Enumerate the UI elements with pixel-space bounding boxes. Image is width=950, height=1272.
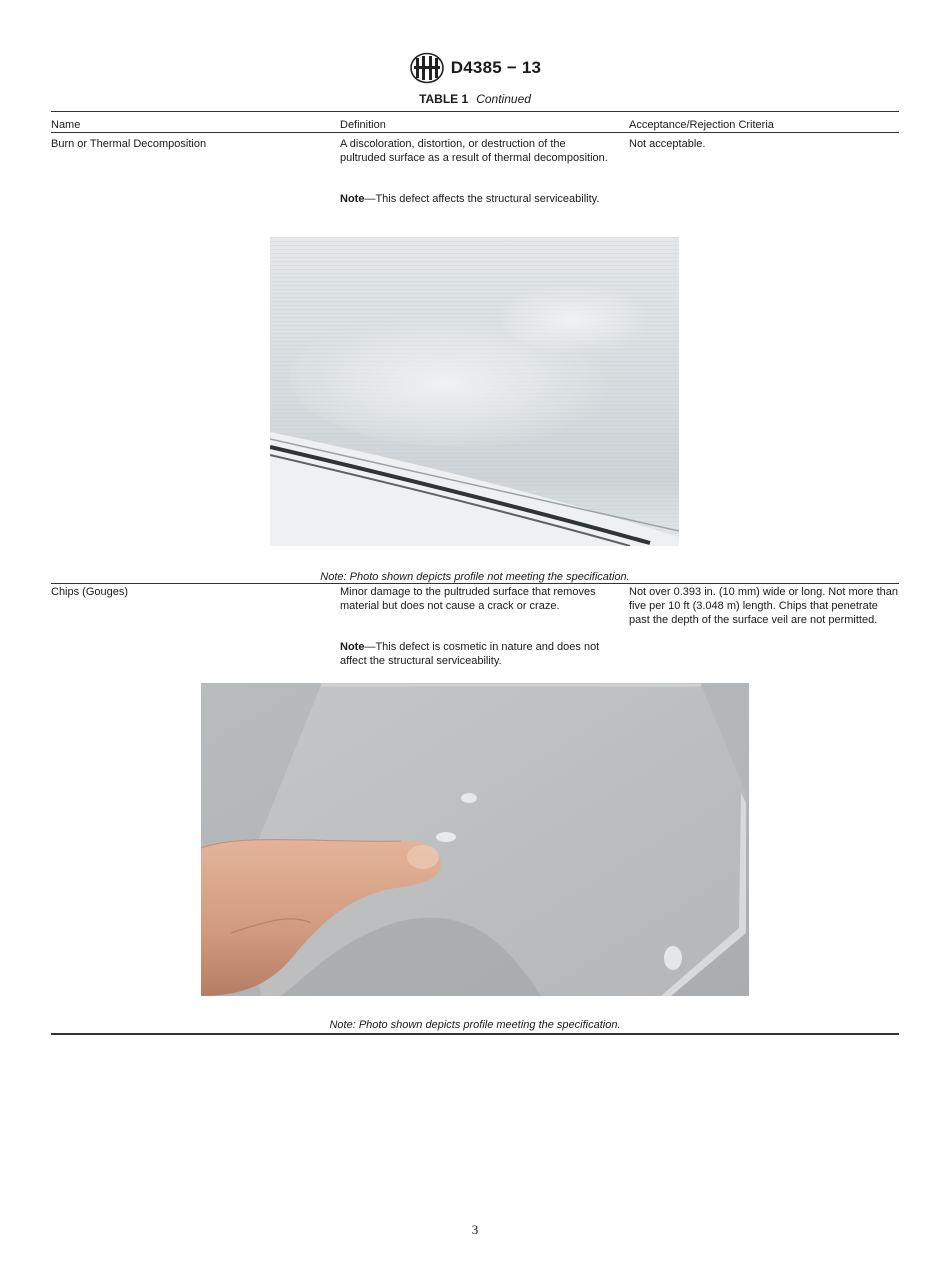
astm-logo-icon [409, 52, 445, 84]
document-id: D4385 − 13 [450, 58, 542, 77]
column-header-name: Name [51, 119, 81, 131]
row-1-note [340, 192, 612, 206]
table-bottom-rule [51, 1033, 899, 1035]
table-label: TABLE 1 [419, 92, 469, 106]
column-header-definition: Definition [340, 119, 386, 131]
row-2-note-label: Note [340, 641, 365, 653]
row-1-definition: A discoloration, distortion, or destruction of the pultruded surface as a result of thermal decomposition. [340, 138, 608, 164]
row-1-photo-caption: Note: Photo shown depicts profile not meeting the specification. [320, 571, 630, 583]
table-continued: Continued [476, 92, 531, 106]
table-title [0, 92, 950, 106]
row-2-definition: Minor damage to the pultruded surface that removes material but does not cause a crack or craze. [340, 586, 596, 612]
row-2-note [340, 640, 612, 668]
row-2-criteria: Not over 0.393 in. (10 mm) wide or long. Not more than five per 10 ft (3.048 m) length. Chips that penetrate past the depth of the surface veil are not permitted. [629, 586, 899, 626]
document-header [0, 52, 950, 89]
table-top-rule [51, 111, 899, 112]
row-1-note-label: Note [340, 193, 365, 205]
row-1-name: Burn or Thermal Decomposition [51, 138, 207, 150]
table-header-rule [51, 132, 899, 133]
row-2-note-text: —This defect is cosmetic in nature and does not affect the structural serviceability. [340, 641, 600, 667]
row-1-note-text: —This defect affects the structural serviceability. [364, 193, 600, 205]
page-number: 3 [471, 1222, 479, 1237]
row-2-name: Chips (Gouges) [51, 586, 129, 598]
row-1-criteria: Not acceptable. [629, 138, 706, 150]
column-header-criteria: Acceptance/Rejection Criteria [629, 119, 774, 131]
row-1-photo [270, 237, 679, 546]
row-2-photo [201, 683, 749, 996]
row-2-photo-caption: Note: Photo shown depicts profile meeting the specification. [329, 1019, 621, 1031]
row-separator-rule [51, 583, 899, 584]
